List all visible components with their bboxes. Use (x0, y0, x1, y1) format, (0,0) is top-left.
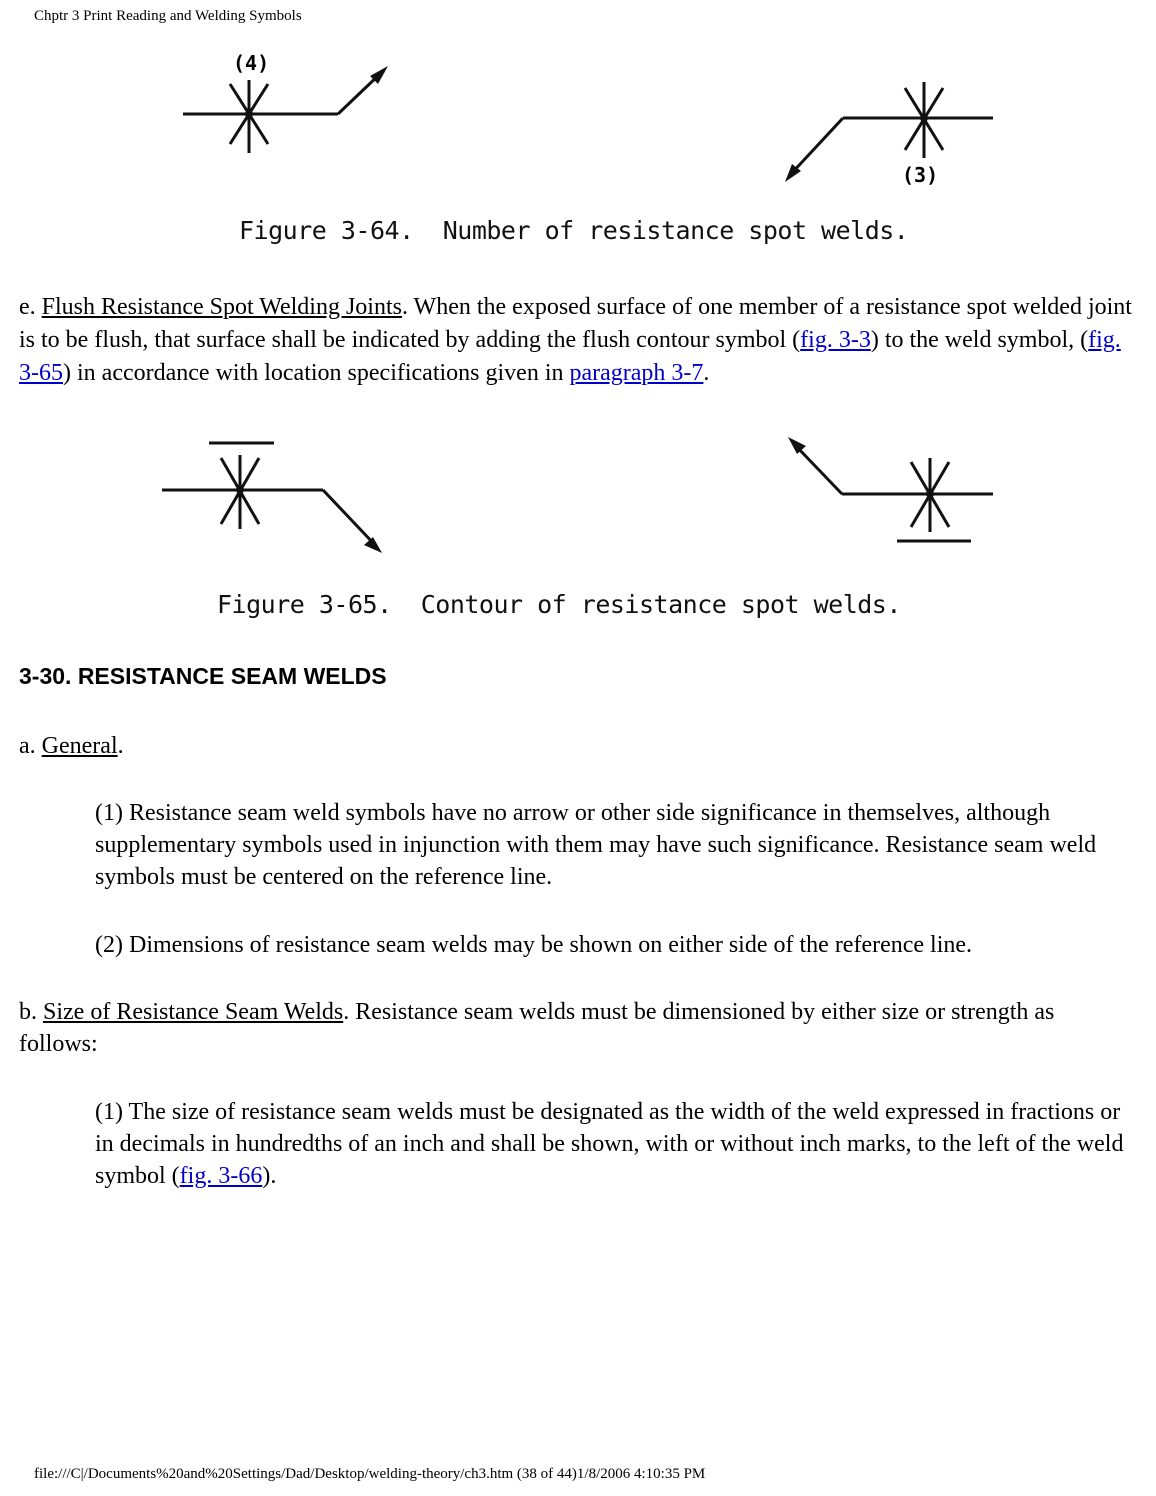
para-e-title: Flush Resistance Spot Welding Joints (41, 294, 402, 320)
paragraph-a-2: (2) Dimensions of resistance seam welds may be shown on either side of the reference line. (95, 932, 973, 958)
para-a-title: General (41, 733, 118, 759)
para-text: ) in accordance with location specifications given in (63, 360, 570, 386)
para-text: . (117, 733, 124, 759)
link-fig-3-65[interactable]: fig. 3-65 (19, 327, 1121, 386)
para-text: (1) The size of resistance seam welds must be designated as the width of the weld expressed in fractions or in decimals in hundredths of an inch and shall be shown, with or without inch marks, to the left of the weld symbol ( (95, 1099, 1124, 1189)
para-text: . When the exposed surface of one member of a resistance spot welded joint is to be flush, that surface shall be indicated by adding the flush contour symbol ( (19, 294, 1132, 353)
link-fig-3-66[interactable]: fig. 3-66 (179, 1163, 263, 1189)
link-fig-3-3[interactable]: fig. 3-3 (800, 327, 871, 353)
weld-symbol-left (183, 66, 388, 153)
para-text: . Resistance seam welds must be dimensioned by either size or strength as follows: (19, 999, 1055, 1057)
figure-3-65-caption: Figure 3-65. Contour of resistance spot welds. (217, 590, 901, 619)
para-text: ) to the weld symbol, ( (870, 327, 1089, 353)
paragraph-b-1 (95, 1096, 1135, 1192)
paragraph-e (19, 291, 1144, 390)
para-b-title: Size of Resistance Seam Welds (43, 999, 344, 1025)
weld-symbol-right (785, 82, 993, 182)
weld-count-label-left: (4) (233, 51, 270, 75)
paragraph-b (19, 996, 1079, 1060)
paragraph-a (19, 730, 1144, 763)
figure-3-64-caption: Figure 3-64. Number of resistance spot welds. (239, 216, 909, 245)
paragraph-a-1: (1) Resistance seam weld symbols have no arrow or other side significance in themselves, although supplementary symbols used in injunction with them may have such significance. Resistance seam weld symbols must be centered on the reference line. (95, 800, 1097, 890)
weld-symbol-left-2 (162, 443, 382, 553)
page-footer: file:///C|/Documents%20and%20Settings/Dad/Desktop/welding-theory/ch3.htm (38 of 44)1/8/2006 4:10:35 PM (34, 1466, 706, 1482)
weld-symbol-right-2 (788, 437, 993, 541)
para-text: . (703, 360, 710, 386)
para-prefix: e. (19, 294, 42, 320)
link-paragraph-3-7[interactable]: paragraph 3-7 (569, 360, 704, 386)
para-text: ). (262, 1163, 277, 1189)
weld-count-label-right: (3) (902, 163, 939, 187)
para-prefix: b. (19, 999, 43, 1025)
section-heading: 3-30. RESISTANCE SEAM WELDS (19, 663, 387, 689)
para-prefix: a. (19, 733, 42, 759)
page-header: Chptr 3 Print Reading and Welding Symbols (34, 8, 302, 24)
